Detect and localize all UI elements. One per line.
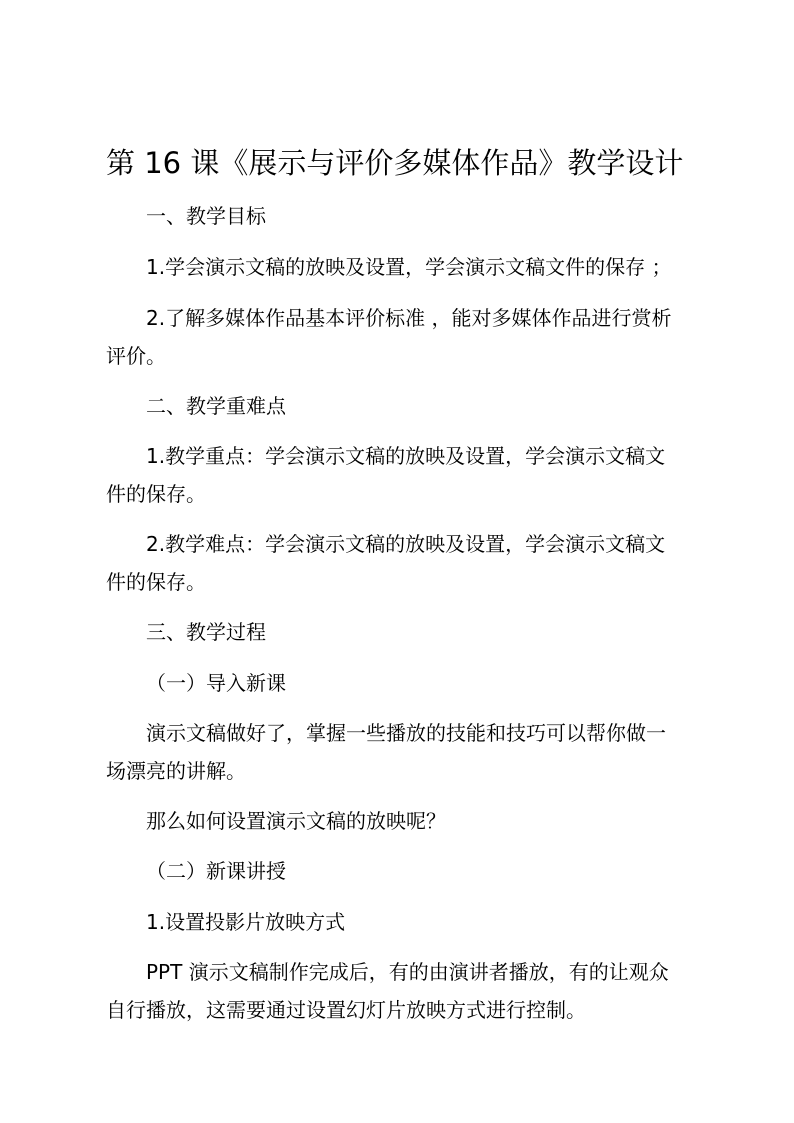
paragraph-line: 演示文稿做好了，掌握一些播放的技能和技巧可以帮你做一	[146, 721, 666, 745]
paragraph-line: PPT 演示文稿制作完成后，有的由演讲者播放，有的让观众	[146, 960, 669, 984]
paragraph-line: 1.学会演示文稿的放映及设置，学会演示文稿文件的保存 ；	[146, 255, 672, 279]
paragraph-line: 2.教学难点：学会演示文稿的放映及设置，学会演示文稿文	[146, 532, 666, 556]
paragraph-line: 自行播放，这需要通过设置幻灯片放映方式进行控制。	[106, 998, 586, 1022]
paragraph-line: 1.教学重点：学会演示文稿的放映及设置，学会演示文稿文	[146, 444, 666, 468]
section-heading-objectives: 一、教学目标	[146, 204, 266, 228]
paragraph-line: 件的保存。	[106, 482, 206, 506]
paragraph-line: 1.设置投影片放映方式	[146, 910, 346, 934]
paragraph-line: 件的保存。	[106, 570, 206, 594]
subsection-heading-intro: （一）导入新课	[146, 671, 286, 695]
section-heading-process: 三、教学过程	[146, 620, 266, 644]
paragraph-line: 2.了解多媒体作品基本评价标准 ，能对多媒体作品进行赏析	[146, 306, 672, 330]
subsection-heading-new-lesson: （二）新课讲授	[146, 859, 286, 883]
document-title: 第 16 课《展示与评价多媒体作品》教学设计	[106, 146, 684, 180]
section-heading-key-points: 二、教学重难点	[146, 394, 286, 418]
paragraph-line: 场漂亮的讲解。	[106, 759, 246, 783]
paragraph-line: 那么如何设置演示文稿的放映呢？	[146, 809, 446, 833]
paragraph-line: 评价。	[106, 344, 166, 368]
